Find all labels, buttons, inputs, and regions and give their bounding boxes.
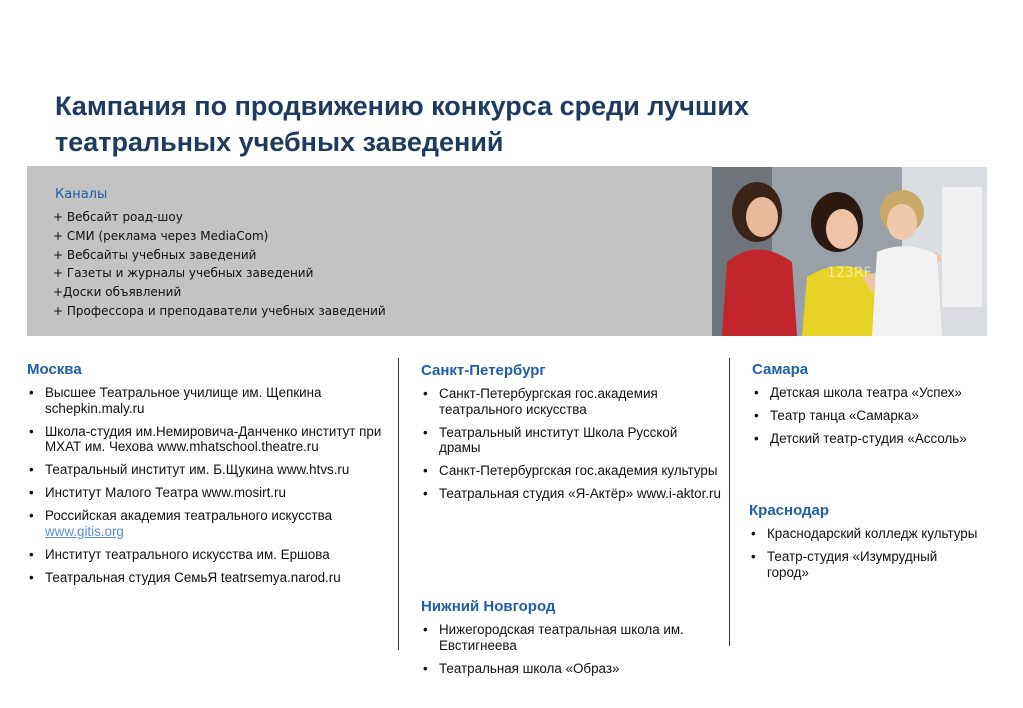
list-item: • Театральная студия СемьЯ teatrsemya.narod.ru xyxy=(27,570,382,586)
list-item: • Театральный институт им. Б.Щукина www.htvs.ru xyxy=(27,462,382,478)
list-item xyxy=(27,508,382,539)
list-item: • Театральная студия «Я-Актёр» www.i-aktor.ru xyxy=(421,486,721,502)
page-title: Кампания по продвижению конкурса среди лучших театральных учебных заведений xyxy=(55,91,749,157)
channel-item: + Вебсайты учебных заведений xyxy=(53,247,257,262)
students-photo-illustration xyxy=(712,167,987,336)
photo-watermark: 123RF xyxy=(827,265,872,281)
city-heading-spb: Санкт-Петербург xyxy=(421,362,546,379)
spb-column xyxy=(421,362,721,509)
spb-list xyxy=(421,386,721,502)
channel-item: + Профессора и преподаватели учебных заведений xyxy=(53,303,386,318)
list-item: • Театр-студия «Изумрудный город» xyxy=(749,549,979,580)
krasnodar-list xyxy=(749,526,979,580)
gitis-link[interactable]: www.gitis.org xyxy=(45,523,124,539)
list-item: • Институт театрального искусства им. Ершова xyxy=(27,547,382,563)
city-heading-nn: Нижний Новгород xyxy=(421,598,556,615)
samara-list xyxy=(752,385,977,447)
channels-heading: Каналы xyxy=(55,187,108,202)
list-item: • Институт Малого Театра www.mosirt.ru xyxy=(27,485,382,501)
channel-item: +Доски объявлений xyxy=(53,285,182,300)
channel-item: + Вебсайт роад-шоу xyxy=(53,210,183,224)
city-heading-krasnodar: Краснодар xyxy=(749,502,830,519)
students-photo xyxy=(712,167,987,336)
moscow-list xyxy=(27,385,382,586)
list-item: • Санкт-Петербургская гос.академия театрального искусства xyxy=(421,386,721,417)
column-divider xyxy=(729,358,730,646)
nn-column xyxy=(421,598,721,684)
list-item: • Театральный институт Школа Русской драмы xyxy=(421,425,721,456)
list-item: • Санкт-Петербургская гос.академия культуры xyxy=(421,463,721,479)
list-item: • Нижегородская театральная школа им. Евстигнеева xyxy=(421,622,721,653)
channel-item: + Газеты и журналы учебных заведений xyxy=(53,266,314,281)
krasnodar-column xyxy=(749,502,979,588)
list-item: • Детский театр-студия «Ассоль» xyxy=(752,431,977,447)
moscow-column xyxy=(27,361,382,593)
city-heading-moscow: Москва xyxy=(27,361,82,378)
list-item: • Театр танца «Самарка» xyxy=(752,408,977,424)
channels-list xyxy=(53,208,386,321)
column-divider xyxy=(398,358,399,650)
list-item: • Школа-студия им.Немировича-Данченко институт при МХАТ им. Чехова www.mhatschool.theatre.ru xyxy=(27,424,382,455)
city-heading-samara: Самара xyxy=(752,361,809,378)
list-item: • Краснодарский колледж культуры xyxy=(749,526,979,542)
list-item: • Театральная школа «Образ» xyxy=(421,661,721,677)
list-item: • Высшее Театральное училище им. Щепкина schepkin.maly.ru xyxy=(27,385,382,416)
list-item: • Детская школа театра «Успех» xyxy=(752,385,977,401)
list-item-text: Российская академия театрального искусства xyxy=(45,508,333,524)
samara-column xyxy=(752,361,977,454)
channels-panel xyxy=(27,166,712,336)
nn-list xyxy=(421,622,721,676)
channel-item: + СМИ (реклама через MediaCom) xyxy=(53,228,269,243)
